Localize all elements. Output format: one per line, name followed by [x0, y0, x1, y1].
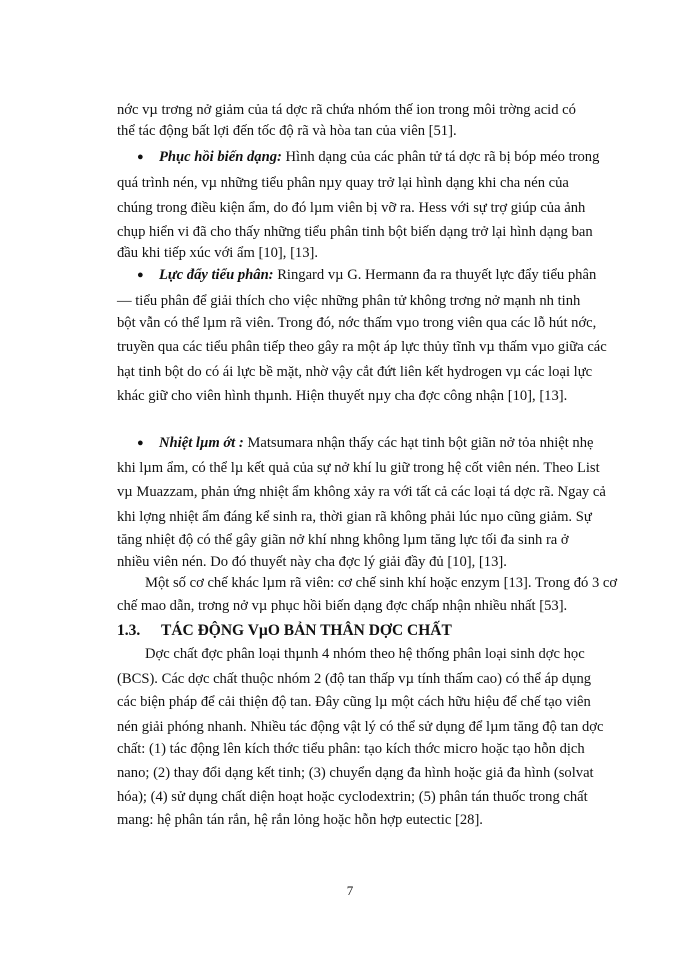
bullet-term: Nhiệt lµm ớt :	[159, 435, 244, 451]
section-title: TÁC ĐỘNG VµO BẢN THÂN DỢC CHẤT	[161, 622, 452, 639]
text-line: tăng nhiệt độ có thể gây giãn nở khí nhng không lµm tăng lực tối đa sinh ra ở	[117, 532, 569, 548]
bullet-term: Lực đẩy tiểu phân:	[159, 267, 274, 283]
text-line: chất: (1) tác động lên kích thớc tiểu phân: tạo kích thớc micro hoặc tạo hỗn dịch	[117, 741, 585, 757]
text-line: khác giữ cho viên hình thµnh. Hiện thuyết nµy cha đợc công nhận [10], [13].	[117, 388, 568, 404]
bullet-dot: ●	[137, 437, 144, 449]
section-heading	[117, 621, 452, 641]
bullet-text: Matsumara nhận thấy các hạt tinh bột giãn nở tỏa nhiệt nhẹ	[243, 435, 594, 451]
text-line: — tiểu phân để giải thích cho việc những phân tử không trơng nở mạnh nh tinh	[117, 293, 581, 309]
text-line: chế mao dẫn, trơng nở vµ phục hồi biến dạng đợc chấp nhận nhiều nhất [53].	[117, 598, 568, 614]
text-line: quá trình nén, vµ những tiểu phân nµy quay trở lại hình dạng khi cha nén của	[117, 175, 569, 191]
bullet-text: Ringard vµ G. Hermann đa ra thuyết lực đẩy tiểu phân	[273, 267, 597, 283]
text-line: chúng trong điều kiện ẩm, do đó lµm viên bị vỡ ra. Hess với sự trợ giúp của ảnh	[117, 200, 586, 216]
bullet-repulsion-first-line	[159, 266, 596, 284]
text-line: khi lµm ẩm, có thể lµ kết quả của sự nở khí lu giữ trong hệ cốt viên nén. Theo List	[117, 460, 600, 476]
text-line: mang: hệ phân tán rắn, hệ rắn lỏng hoặc hỗn hợp eutectic [28].	[117, 812, 483, 828]
bullet-recovery-first-line	[159, 148, 599, 166]
text-line: vµ Muazzam, phản ứng nhiệt ẩm không xảy ra với tất cả các loại tá dợc rã. Ngay cả	[117, 484, 606, 500]
text-line: Một số cơ chế khác lµm rã viên: cơ chế sinh khí hoặc enzym [13]. Trong đó 3 cơ	[145, 575, 618, 591]
bullet-dot: ●	[137, 151, 144, 163]
text-line: hạt tinh bột do có ái lực bề mặt, nhờ vậy cắt đứt liên kết hydrogen vµ các loại lực	[117, 364, 593, 380]
text-line: chụp hiển vi đã cho thấy những tiểu phân tinh bột biến dạng trở lại hình dạng ban	[117, 224, 593, 240]
section-number: 1.3.	[117, 622, 141, 639]
text-line: đầu khi tiếp xúc với ẩm [10], [13].	[117, 245, 319, 261]
text-line: truyền qua các tiểu phân tiếp theo gây ra một áp lực thủy tĩnh vµ thấm vµo giữa các	[117, 339, 607, 355]
bullet-dot: ●	[137, 269, 144, 281]
text-line: khi lợng nhiệt ẩm đáng kể sinh ra, thời gian rã không phải lúc nµo cũng giảm. Sự	[117, 509, 592, 525]
text-line: nén giải phóng nhanh. Nhiều tác động vật lý có thể sử dụng để lµm tăng độ tan dợc	[117, 719, 604, 735]
bullet-term: Phục hồi biến dạng:	[159, 149, 282, 165]
text-line: nano; (2) thay đổi dạng kết tinh; (3) chuyển dạng đa hình hoặc giả đa hình (solvat	[117, 765, 594, 781]
text-line: nớc vµ trơng nở giảm của tá dợc rã chứa nhóm thế ion trong môi trờng acid có	[117, 102, 576, 118]
text-line: hóa); (4) sử dụng chất diện hoạt hoặc cyclodextrin; (5) phân tán thuốc trong chất	[117, 789, 588, 805]
text-line: nhiều viên nén. Do đó thuyết này cha đợc lý giải đầy đủ [10], [13].	[117, 554, 507, 570]
text-line: thể tác động bất lợi đến tốc độ rã và hòa tan của viên [51].	[117, 123, 457, 139]
page-number: 7	[346, 883, 354, 898]
text-line: bột vẫn có thể lµm rã viên. Trong đó, nớc thấm vµo trong viên qua các lỗ hút nớc,	[117, 315, 597, 331]
bullet-text: Hình dạng của các phân tử tá dợc rã bị bóp méo trong	[281, 149, 600, 165]
bullet-heat-first-line	[159, 434, 594, 452]
text-line: (BCS). Các dợc chất thuộc nhóm 2 (độ tan thấp vµ tính thấm cao) có thể áp dụng	[117, 671, 592, 687]
text-line: Dợc chất đợc phân loại thµnh 4 nhóm theo hệ thống phân loại sinh dợc học	[145, 646, 585, 662]
text-line: các biện pháp để cải thiện độ tan. Đây cũng lµ một cách hữu hiệu để chế tạo viên	[117, 694, 591, 710]
